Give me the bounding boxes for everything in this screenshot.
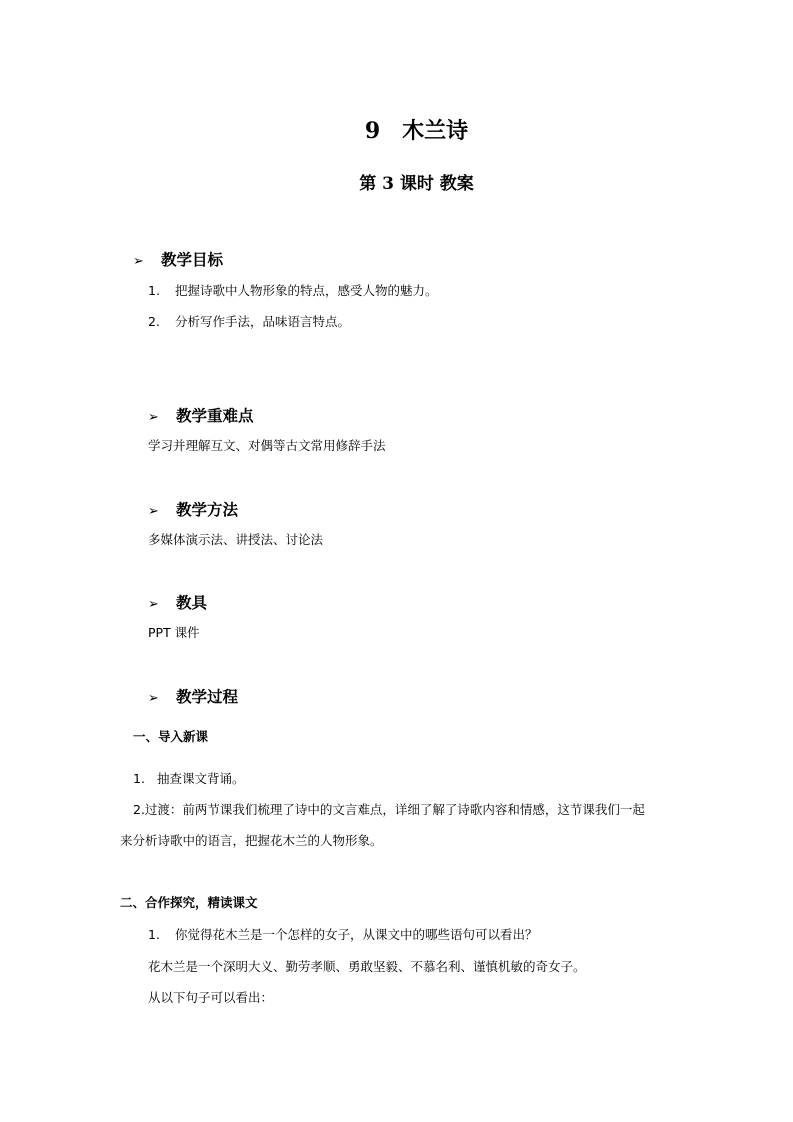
key-points-heading [148, 404, 254, 426]
process-heading-label: 教学过程 [176, 688, 239, 706]
goal-item-2-number: 2. [148, 314, 160, 329]
goal-item-1 [148, 281, 438, 299]
goal-item-2-text: 分析写作手法，品味语言特点。 [175, 314, 351, 329]
goal-item-2 [148, 312, 350, 330]
goals-heading-label: 教学目标 [161, 251, 224, 269]
tools-heading-label: 教具 [176, 594, 208, 612]
section-1-item-1-text: 抽查课文背诵。 [157, 771, 245, 786]
tools-text: PPT 课件 [148, 625, 200, 640]
key-points-text: 学习并理解互文、对偶等古文常用修辞手法 [148, 438, 386, 453]
goal-item-1-text: 把握诗歌中人物形象的特点，感受人物的魅力。 [175, 283, 438, 298]
lesson-title: 木兰诗 [402, 118, 469, 144]
section-1-item-2-line-2: 来分析诗歌中的语言，把握花木兰的人物形象。 [120, 833, 383, 848]
section-2-answer: 花木兰是一个深明大义、勤劳孝顺、勇敢坚毅、不慕名利、谨慎机敏的奇女子。 [148, 959, 586, 974]
key-points-heading-label: 教学重难点 [176, 407, 254, 425]
methods-heading [148, 498, 238, 520]
arrow-icon: ➢ [148, 597, 159, 612]
section-2-question-1-number: 1. [148, 927, 160, 942]
goals-heading [133, 248, 223, 270]
methods-heading-label: 教学方法 [176, 501, 239, 519]
section-1-item-1 [133, 769, 245, 787]
goal-item-1-number: 1. [148, 283, 160, 298]
arrow-icon: ➢ [148, 691, 159, 706]
arrow-icon: ➢ [148, 410, 159, 425]
page-subtitle: 第 3 课时 教案 [359, 174, 474, 194]
section-2-question-1-text: 你觉得花木兰是一个怎样的女子，从课文中的哪些语句可以看出？ [175, 927, 538, 942]
section-1-title: 一、导入新课 [133, 729, 209, 744]
page-title [0, 114, 793, 145]
tools-heading [148, 591, 207, 613]
section-1-item-2-line-1: 2.过渡：前两节课我们梳理了诗中的文言难点，详细了解了诗歌内容和情感，这节课我们一起 [133, 802, 645, 817]
methods-text: 多媒体演示法、讲授法、讨论法 [148, 532, 324, 547]
section-2-followup: 从以下句子可以看出： [148, 990, 274, 1005]
arrow-icon: ➢ [133, 254, 144, 269]
section-1-item-1-number: 1. [133, 771, 145, 786]
section-2-question-1 [148, 925, 538, 943]
process-heading [148, 685, 238, 707]
lesson-number: 9 [364, 118, 381, 144]
arrow-icon: ➢ [148, 504, 159, 519]
section-2-title: 二、合作探究，精读课文 [120, 895, 258, 910]
